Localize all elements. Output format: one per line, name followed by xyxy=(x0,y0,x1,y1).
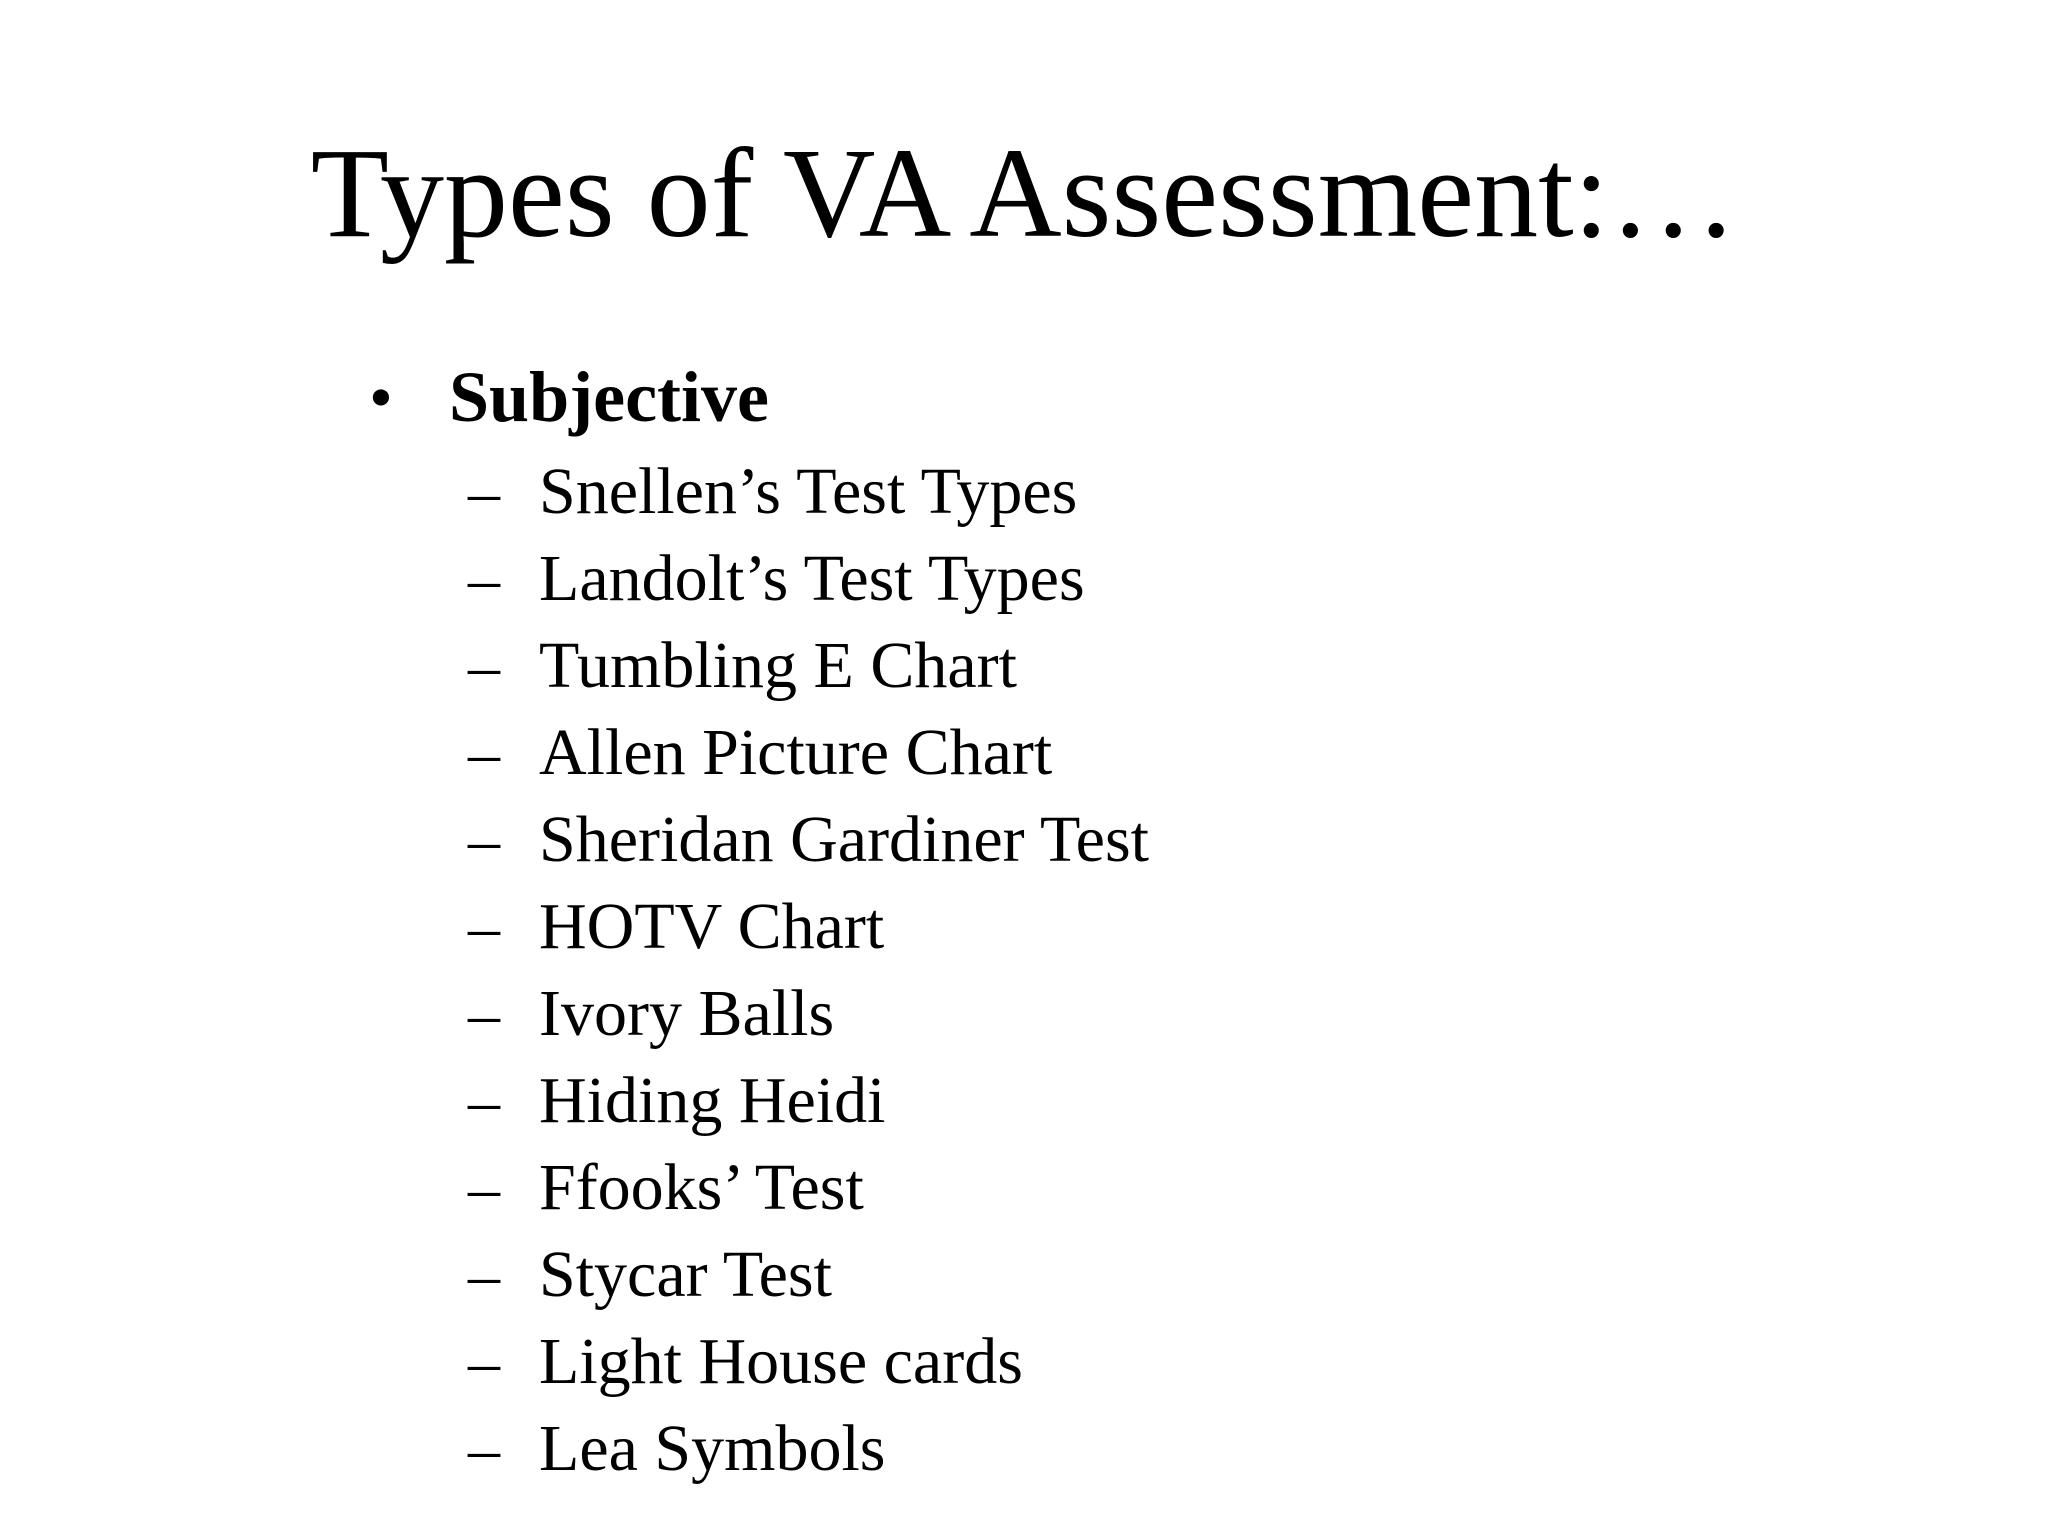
sub-item-label: Landolt’s Test Types xyxy=(539,542,1085,615)
sub-item xyxy=(468,796,1149,883)
sub-item xyxy=(468,1144,1149,1231)
dash-icon: – xyxy=(468,1413,500,1484)
sub-item-label: HOTV Chart xyxy=(539,890,885,963)
sub-item-label: Snellen’s Test Types xyxy=(539,455,1078,528)
dash-icon: – xyxy=(468,1239,500,1310)
sub-item xyxy=(468,1231,1149,1318)
sub-item xyxy=(468,535,1149,622)
sub-item xyxy=(468,709,1149,796)
dash-icon: – xyxy=(468,630,500,701)
sub-item-label: Allen Picture Chart xyxy=(539,716,1053,789)
dash-icon: – xyxy=(468,717,500,788)
dash-icon: – xyxy=(468,1065,500,1136)
dash-icon: – xyxy=(468,1326,500,1397)
sub-item-label: Tumbling E Chart xyxy=(539,629,1017,702)
sub-item xyxy=(468,448,1149,535)
sub-item-label: Ffooks’ Test xyxy=(539,1151,864,1224)
bullet-icon: • xyxy=(369,359,393,435)
bullet-label: Subjective xyxy=(449,357,769,437)
dash-icon: – xyxy=(468,978,500,1049)
sub-item-label: Ivory Balls xyxy=(539,977,835,1050)
sub-item-label: Hiding Heidi xyxy=(539,1064,886,1137)
sub-item-label: Stycar Test xyxy=(539,1238,832,1311)
sub-item xyxy=(468,1318,1149,1405)
sub-item xyxy=(468,883,1149,970)
dash-icon: – xyxy=(468,1152,500,1223)
bullet-item-subjective xyxy=(369,352,769,442)
sub-item xyxy=(468,1057,1149,1144)
dash-icon: – xyxy=(468,891,500,962)
sub-item-label: Sheridan Gardiner Test xyxy=(539,803,1149,876)
sub-item xyxy=(468,1405,1149,1492)
sub-item-label: Light House cards xyxy=(539,1325,1023,1398)
sub-item xyxy=(468,970,1149,1057)
dash-icon: – xyxy=(468,804,500,875)
dash-icon: – xyxy=(468,543,500,614)
sub-list xyxy=(468,448,1149,1492)
dash-icon: – xyxy=(468,456,500,527)
slide-title: Types of VA Assessment:… xyxy=(310,122,1738,264)
sub-item-label: Lea Symbols xyxy=(539,1412,886,1485)
sub-item xyxy=(468,622,1149,709)
